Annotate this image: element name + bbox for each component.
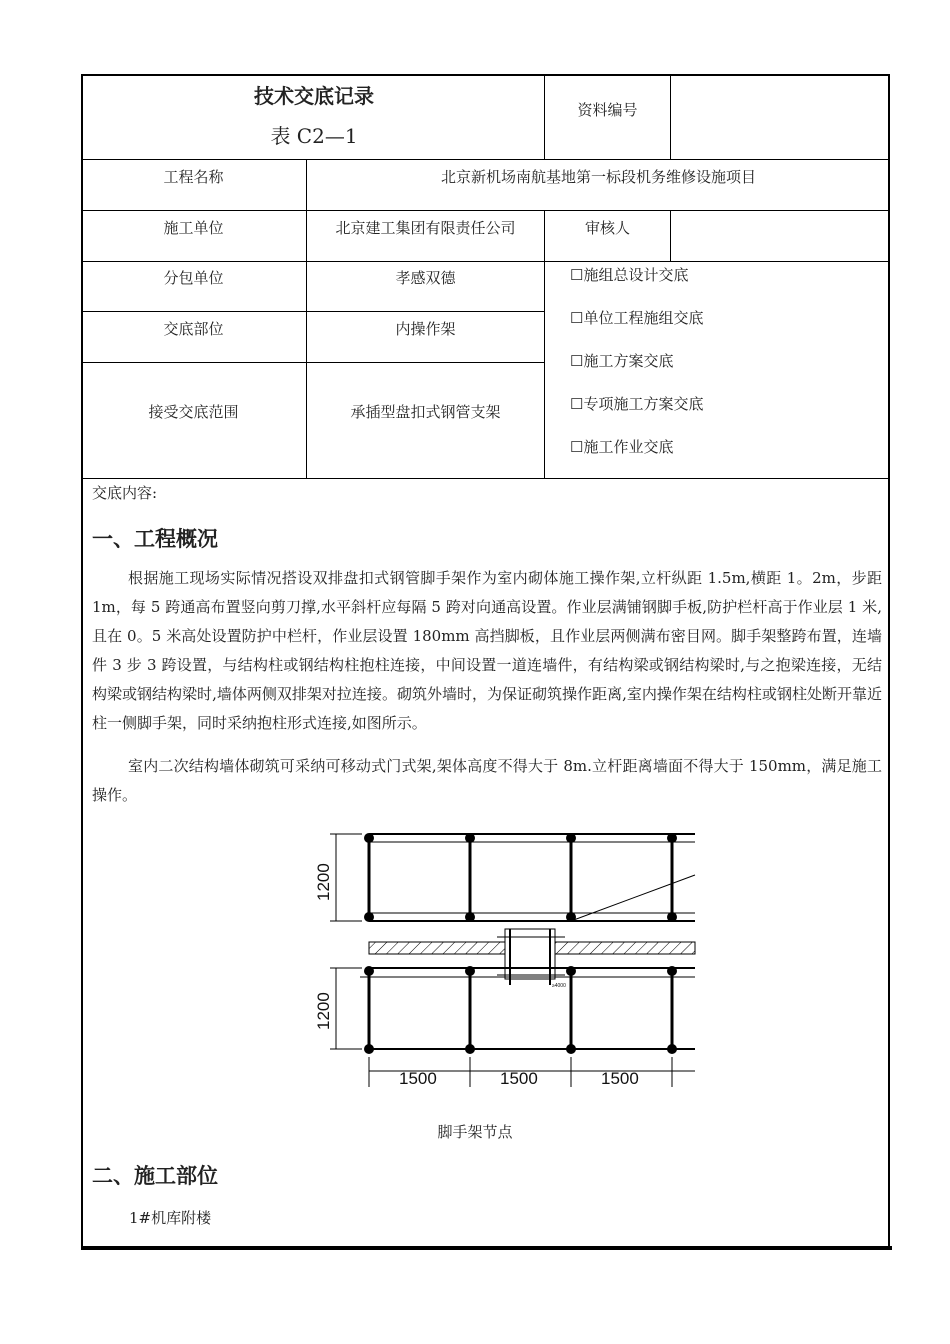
- project-value: 北京新机场南航基地第一标段机务维修设施项目: [440, 168, 756, 186]
- figure-caption: 脚手架节点: [437, 1123, 513, 1141]
- part-value: 内操作架: [395, 319, 456, 338]
- checkbox-option[interactable]: ☐专项施工方案交底: [570, 395, 704, 413]
- dim-label-top: 1200: [314, 863, 333, 901]
- doc-no-label: 资料编号: [577, 100, 638, 119]
- form-code: 表 C2—1: [270, 124, 358, 148]
- dim-note: ≥4000: [552, 983, 566, 989]
- content-label: 交底内容:: [92, 484, 158, 502]
- section-2-text: 1#机库附楼: [129, 1209, 212, 1227]
- part-label: 交底部位: [163, 319, 224, 338]
- scope-label: 接受交底范围: [148, 402, 239, 421]
- dim-label-span: 1500: [500, 1069, 538, 1088]
- col-divider: [544, 210, 545, 478]
- section-1-paragraph-2: 室内二次结构墙体砌筑可采纳可移动式门式架,架体高度不得大于 8m.立杆距离墙面不得大于 150mm，满足施工操作。: [92, 757, 882, 804]
- form-title: 技术交底记录: [254, 84, 374, 108]
- sub-label: 分包单位: [163, 269, 224, 287]
- scope-value: 承插型盘扣式钢管支架: [350, 402, 501, 421]
- section-1-title: 一、工程概况: [92, 527, 218, 551]
- scaffold-node-figure: [300, 825, 700, 1095]
- reviewer-label: 审核人: [584, 218, 630, 237]
- checkbox-option[interactable]: ☐施工方案交底: [570, 352, 674, 370]
- checkbox-option[interactable]: ☐施组总设计交底: [570, 266, 689, 284]
- checkbox-option[interactable]: ☐单位工程施组交底: [570, 309, 704, 327]
- contractor-value: 北京建工集团有限责任公司: [335, 218, 516, 237]
- reviewer-value: [671, 210, 889, 244]
- section-1-paragraph-1: 根据施工现场实际情况搭设双排盘扣式钢管脚手架作为室内砌体施工操作架,立杆纵距 1.5m,横距 1。2m，步距 1m，每 5 跨通高布置竖向剪刀撑,水平斜杆应每隔 5 跨对向通高设置。作业层满铺钢脚手板,防护栏杆高于作业层 1 米,且在 0。5 米高处设置防护中栏杆，作业层设置 180mm 高挡脚板，且作业层两侧满布密目网。脚手架整跨布置，连墙件 3 步 3 跨设置，与结构柱或钢结构柱抱柱连接，中间设置一道连墙件，有结构梁或钢结构梁时,与之抱梁连接，无结构梁或钢结构梁时,墙体两侧双排架对拉连接。砌筑外墙时，为保证砌筑操作距离,室内操作架在结构柱或钢柱处断开靠近柱一侧脚手架，同时采纳抱柱形式连接,如图所示。: [92, 569, 882, 732]
- form-bottom-border: [81, 1246, 892, 1250]
- dim-label-bottom: 1200: [314, 992, 333, 1030]
- section-2-title: 二、施工部位: [92, 1164, 218, 1188]
- row-divider: [81, 478, 890, 479]
- sub-value: 孝感双德: [395, 269, 456, 287]
- dim-label-span: 1500: [399, 1069, 437, 1088]
- dim-label-span: 1500: [601, 1069, 639, 1088]
- doc-no-value: [671, 75, 889, 159]
- checkbox-option[interactable]: ☐施工作业交底: [570, 438, 674, 456]
- project-label: 工程名称: [163, 168, 224, 186]
- contractor-label: 施工单位: [163, 218, 224, 237]
